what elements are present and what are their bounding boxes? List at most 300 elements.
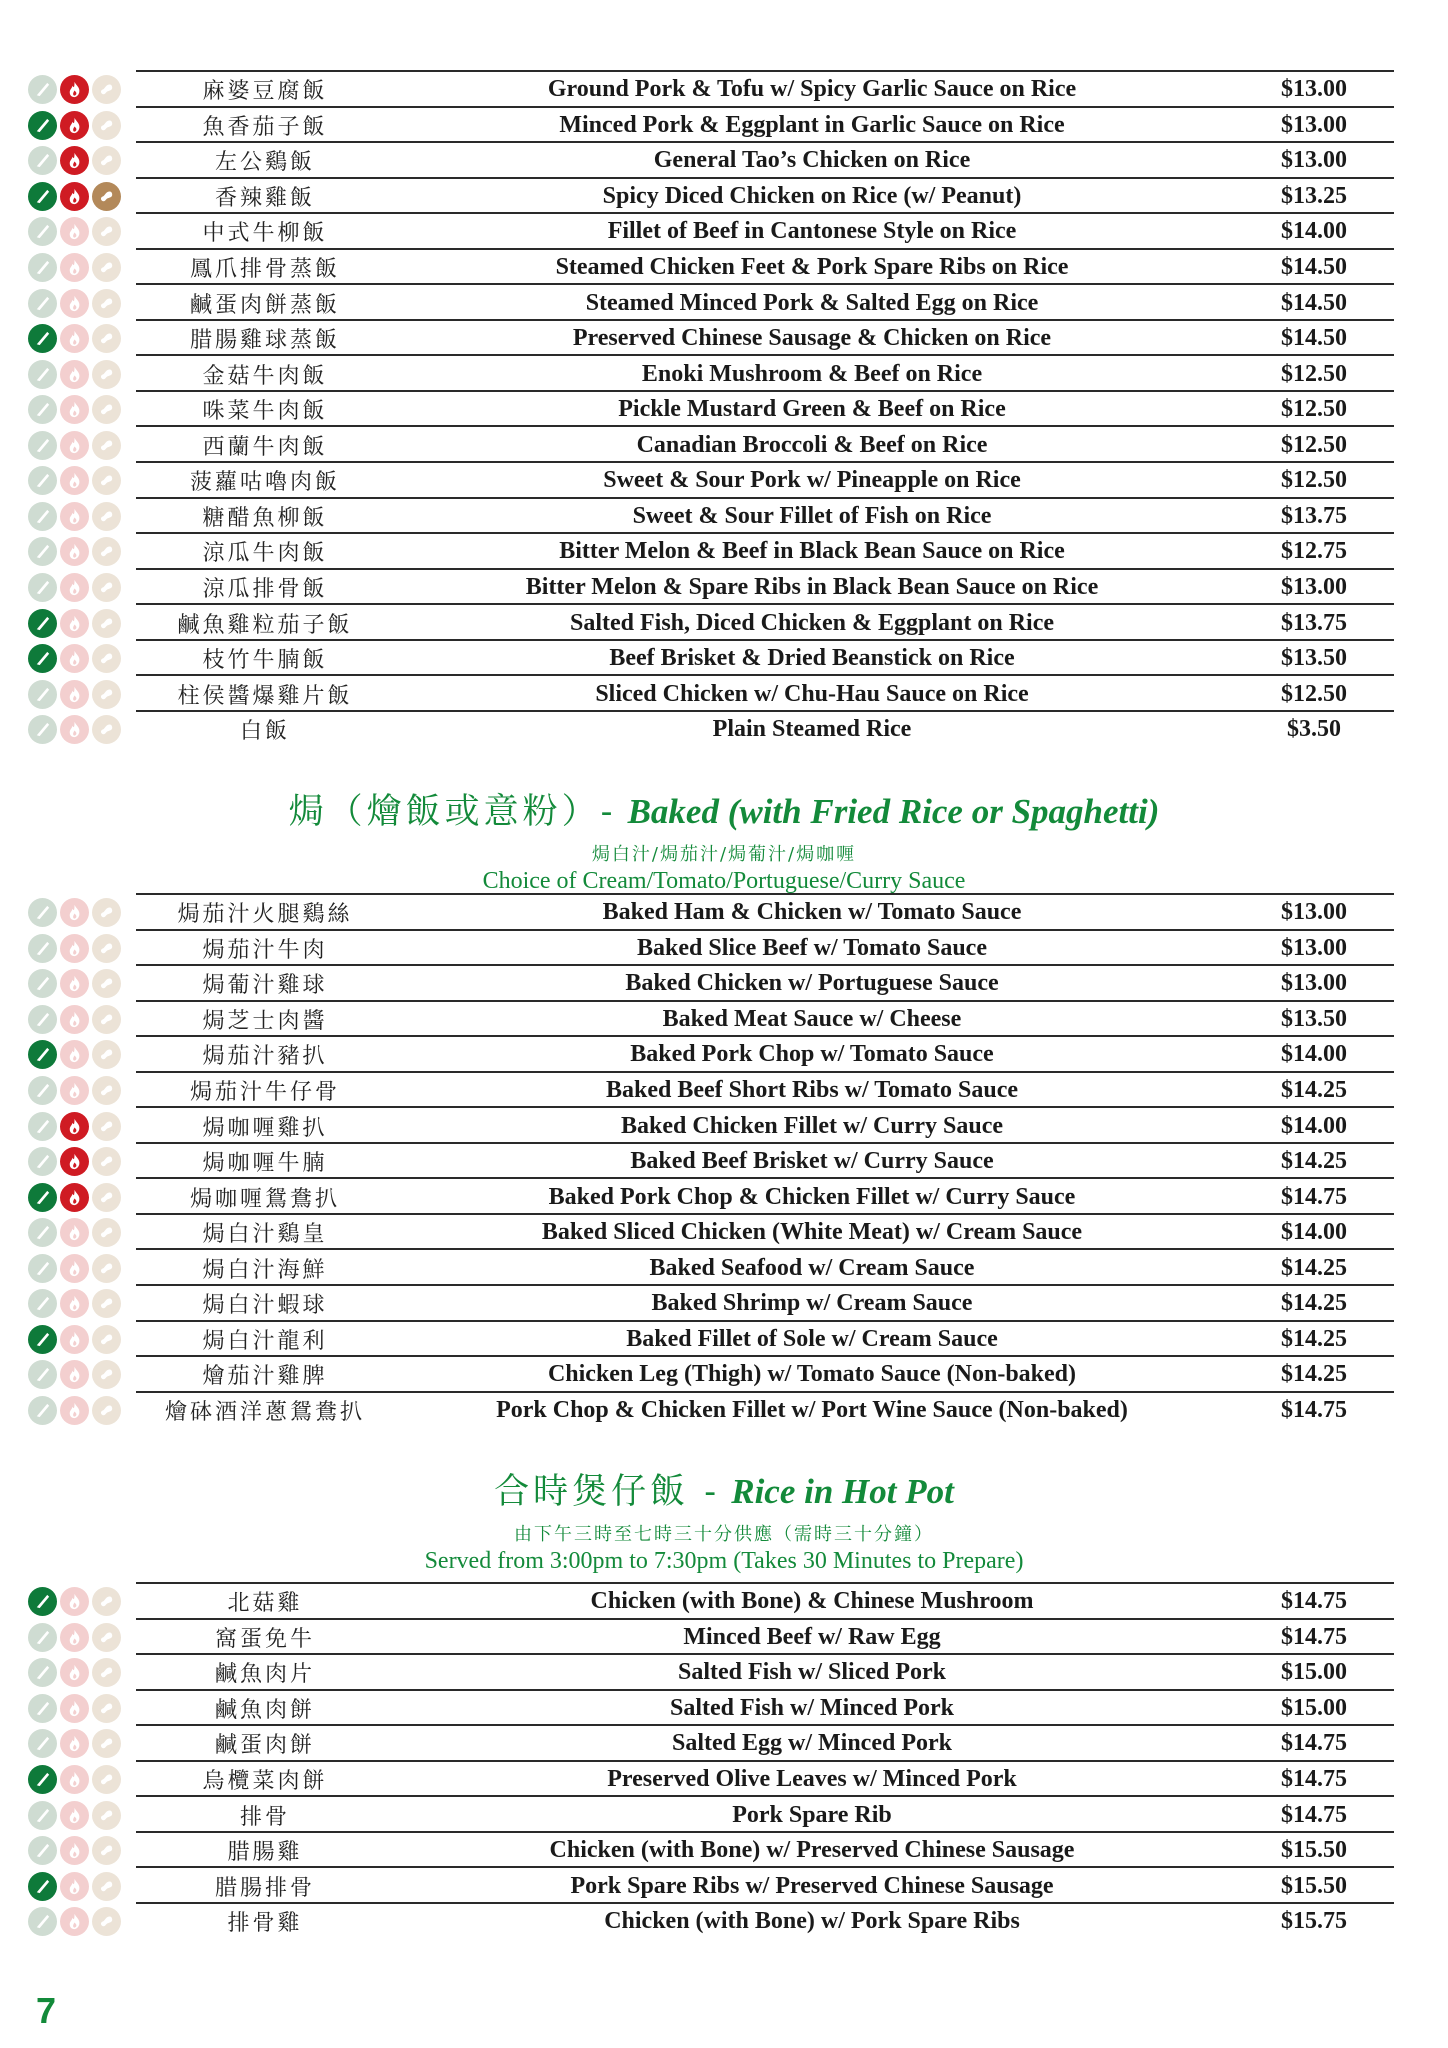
menu-item-row (24, 1393, 1394, 1429)
dietary-icons (24, 934, 140, 963)
spicy-flame-icon (60, 1005, 89, 1034)
dietary-icons (24, 1623, 140, 1652)
menu-item-row (24, 1691, 1394, 1727)
chef-knife-icon (28, 431, 57, 460)
item-name-chinese: 涼瓜排骨飯 (202, 576, 328, 602)
dietary-icons (24, 1872, 140, 1901)
item-name-chinese: 焗茄汁豬扒 (202, 1044, 328, 1070)
peanut-icon (92, 898, 121, 927)
spicy-flame-icon (60, 644, 89, 673)
menu-item-row (24, 179, 1394, 215)
menu-item-row (24, 1762, 1394, 1798)
chef-knife-icon (28, 1623, 57, 1652)
chef-knife-icon (28, 466, 57, 495)
item-name-english: Minced Beef w/ Raw Egg (683, 1623, 941, 1650)
menu-item-row (24, 143, 1394, 179)
item-name-english: Baked Seafood w/ Cream Sauce (649, 1254, 975, 1281)
menu-item-row (24, 676, 1394, 712)
item-name-english: Plain Steamed Rice (712, 716, 912, 743)
item-name-chinese: 柱侯醬爆雞片飯 (177, 683, 353, 709)
item-price: $12.50 (1281, 360, 1347, 387)
baked-section-title (0, 784, 1448, 834)
spicy-flame-icon (60, 969, 89, 998)
peanut-icon (92, 431, 121, 460)
hotpot-section-header (0, 1464, 1448, 1575)
item-name-english: Chicken (with Bone) & Chinese Mushroom (590, 1588, 1034, 1615)
menu-item-row (24, 1108, 1394, 1144)
item-name-english: Bitter Melon & Beef in Black Bean Sauce on Rice (559, 538, 1065, 565)
spicy-flame-icon (60, 1907, 89, 1936)
menu-item-row (24, 712, 1394, 748)
chef-knife-icon (28, 609, 57, 638)
item-name-chinese: 糖醋魚柳飯 (202, 505, 328, 531)
menu-item-row (24, 108, 1394, 144)
dietary-icons (24, 1289, 140, 1318)
item-name-chinese: 西蘭牛肉飯 (202, 434, 328, 460)
item-price: $13.00 (1281, 111, 1347, 138)
chef-knife-icon (28, 1218, 57, 1247)
item-name-english: Beef Brisket & Dried Beanstick on Rice (609, 645, 1015, 672)
item-name-chinese: 左公鷄飯 (214, 150, 315, 176)
menu-item-row (24, 1797, 1394, 1833)
chef-knife-icon (28, 253, 57, 282)
item-name-chinese: 焗咖喱雞扒 (202, 1115, 328, 1141)
menu-item-row (24, 1322, 1394, 1358)
chef-knife-icon (28, 1360, 57, 1389)
dietary-icons (24, 1076, 140, 1105)
spicy-flame-icon (60, 1325, 89, 1354)
menu-item-row (24, 1286, 1394, 1322)
peanut-icon (92, 466, 121, 495)
item-name-chinese: 燴砵酒洋蔥鴛鴦扒 (164, 1399, 365, 1425)
dietary-icons (24, 289, 140, 318)
section-top-rule (136, 1582, 1394, 1584)
spicy-flame-icon (60, 182, 89, 211)
peanut-icon (92, 182, 121, 211)
chef-knife-icon (28, 111, 57, 140)
item-price: $13.00 (1281, 899, 1347, 926)
item-price: $13.25 (1281, 182, 1347, 209)
spicy-flame-icon (60, 1872, 89, 1901)
dietary-icons (24, 431, 140, 460)
menu-item-row (24, 285, 1394, 321)
peanut-icon (92, 289, 121, 318)
peanut-icon (92, 1112, 121, 1141)
peanut-icon (92, 1360, 121, 1389)
item-name-chinese: 鹹魚肉餅 (214, 1697, 315, 1723)
hotpot-title-en: Rice in Hot Pot (731, 1472, 954, 1511)
peanut-icon (92, 644, 121, 673)
dietary-icons (24, 1801, 140, 1830)
menu-item-row (24, 428, 1394, 464)
item-price: $13.75 (1281, 502, 1347, 529)
dietary-icons (24, 644, 140, 673)
peanut-icon (92, 680, 121, 709)
chef-knife-icon (28, 898, 57, 927)
item-name-english: Bitter Melon & Spare Ribs in Black Bean Sauce on Rice (525, 573, 1099, 600)
peanut-icon (92, 537, 121, 566)
item-name-english: Baked Pork Chop & Chicken Fillet w/ Curry Sauce (548, 1183, 1076, 1210)
dietary-icons (24, 182, 140, 211)
dietary-icons (24, 395, 140, 424)
item-name-chinese: 焗白汁海鮮 (202, 1257, 328, 1283)
item-name-english: Pork Spare Rib (732, 1801, 892, 1828)
item-name-english: General Tao’s Chicken on Rice (653, 147, 971, 174)
dietary-icons (24, 537, 140, 566)
item-name-english: Salted Fish, Diced Chicken & Eggplant on Rice (569, 609, 1055, 636)
item-name-chinese: 焗茄汁火腿鷄絲 (177, 902, 353, 928)
dietary-icons (24, 502, 140, 531)
spicy-flame-icon (60, 111, 89, 140)
dietary-icons (24, 573, 140, 602)
menu-item-row (24, 356, 1394, 392)
menu-item-row (24, 1073, 1394, 1109)
dietary-icons (24, 466, 140, 495)
page-number: 7 (36, 1990, 57, 2031)
item-name-chinese: 排骨雞 (227, 1911, 303, 1937)
item-name-chinese: 腊腸雞 (227, 1840, 303, 1866)
item-name-english: Salted Fish w/ Sliced Pork (677, 1659, 947, 1686)
dietary-icons (24, 1112, 140, 1141)
item-price: $14.75 (1281, 1623, 1347, 1650)
peanut-icon (92, 1872, 121, 1901)
spicy-flame-icon (60, 573, 89, 602)
item-name-chinese: 鹹魚雞粒茄子飯 (177, 612, 353, 638)
menu-item-row (24, 895, 1394, 931)
item-name-chinese: 腊腸排骨 (214, 1875, 315, 1901)
chef-knife-icon (28, 1836, 57, 1865)
spicy-flame-icon (60, 1289, 89, 1318)
spicy-flame-icon (60, 934, 89, 963)
menu-item-row (24, 321, 1394, 357)
item-price: $14.50 (1281, 325, 1347, 352)
peanut-icon (92, 1729, 121, 1758)
menu-item-row (24, 931, 1394, 967)
chef-knife-icon (28, 1907, 57, 1936)
item-name-chinese: 鹹魚肉片 (214, 1662, 315, 1688)
item-name-english: Baked Ham & Chicken w/ Tomato Sauce (602, 899, 1022, 926)
peanut-icon (92, 217, 121, 246)
item-name-english: Pickle Mustard Green & Beef on Rice (618, 396, 1006, 423)
chef-knife-icon (28, 1729, 57, 1758)
item-price: $13.00 (1281, 573, 1347, 600)
menu-item-row (24, 1251, 1394, 1287)
peanut-icon (92, 1005, 121, 1034)
item-name-chinese: 焗葡汁雞球 (202, 973, 328, 999)
menu-item-row (24, 1655, 1394, 1691)
item-name-english: Baked Shrimp w/ Cream Sauce (651, 1290, 973, 1317)
spicy-flame-icon (60, 360, 89, 389)
item-name-english: Canadian Broccoli & Beef on Rice (636, 431, 988, 458)
dietary-icons (24, 1587, 140, 1616)
item-price: $15.75 (1281, 1908, 1347, 1935)
item-name-chinese: 烏欖菜肉餅 (202, 1769, 328, 1794)
spicy-flame-icon (60, 1836, 89, 1865)
item-name-chinese: 排骨 (239, 1804, 290, 1830)
item-price: $14.25 (1281, 1361, 1347, 1388)
item-name-english: Baked Beef Brisket w/ Curry Sauce (630, 1148, 994, 1175)
dietary-icons (24, 217, 140, 246)
chef-knife-icon (28, 1694, 57, 1723)
dietary-icons (24, 146, 140, 175)
item-price: $13.00 (1281, 934, 1347, 961)
item-name-english: Baked Sliced Chicken (White Meat) w/ Cream Sauce (541, 1219, 1083, 1246)
chef-knife-icon (28, 1872, 57, 1901)
peanut-icon (92, 1623, 121, 1652)
spicy-flame-icon (60, 1112, 89, 1141)
menu-item-row (24, 1002, 1394, 1038)
spicy-flame-icon (60, 1396, 89, 1425)
item-price: $14.25 (1281, 1325, 1347, 1352)
peanut-icon (92, 111, 121, 140)
item-name-english: Chicken Leg (Thigh) w/ Tomato Sauce (Non-baked) (547, 1361, 1077, 1388)
item-name-english: Fillet of Beef in Cantonese Style on Rice (607, 218, 1017, 245)
menu-item-row (24, 1868, 1394, 1904)
spicy-flame-icon (60, 466, 89, 495)
item-name-chinese: 金菇牛肉飯 (202, 363, 328, 389)
peanut-icon (92, 1765, 121, 1794)
item-price: $14.50 (1281, 289, 1347, 316)
peanut-icon (92, 324, 121, 353)
peanut-icon (92, 969, 121, 998)
peanut-icon (92, 146, 121, 175)
item-price: $3.50 (1287, 716, 1341, 743)
item-name-chinese: 焗咖喱牛腩 (202, 1151, 328, 1177)
peanut-icon (92, 253, 121, 282)
item-name-chinese: 焗咖喱鴛鴦扒 (189, 1186, 340, 1212)
item-price: $13.00 (1281, 970, 1347, 997)
chef-knife-icon (28, 75, 57, 104)
dietary-icons (24, 360, 140, 389)
item-name-english: Baked Meat Sauce w/ Cheese (662, 1005, 962, 1032)
item-name-english: Baked Chicken w/ Portuguese Sauce (625, 970, 999, 997)
chef-knife-icon (28, 1658, 57, 1687)
spicy-flame-icon (60, 898, 89, 927)
peanut-icon (92, 715, 121, 744)
dietary-icons (24, 324, 140, 353)
chef-knife-icon (28, 1801, 57, 1830)
dietary-icons (24, 1040, 140, 1069)
item-name-english: Steamed Chicken Feet & Pork Spare Ribs on Rice (555, 254, 1069, 280)
spicy-flame-icon (60, 253, 89, 282)
chef-knife-icon (28, 395, 57, 424)
spicy-flame-icon (60, 289, 89, 318)
item-name-chinese: 鹹蛋肉餅蒸飯 (189, 292, 340, 318)
chef-knife-icon (28, 573, 57, 602)
peanut-icon (92, 1254, 121, 1283)
dietary-icons (24, 1694, 140, 1723)
peanut-icon (92, 1694, 121, 1723)
item-price: $12.50 (1281, 467, 1347, 494)
item-price: $14.75 (1281, 1801, 1347, 1828)
item-name-english: Enoki Mushroom & Beef on Rice (641, 360, 983, 387)
item-price: $15.50 (1281, 1872, 1347, 1899)
dietary-icons (24, 609, 140, 638)
dietary-icons (24, 680, 140, 709)
item-name-chinese: 咮菜牛肉飯 (202, 399, 328, 425)
chef-knife-icon (28, 1005, 57, 1034)
item-price: $15.00 (1281, 1694, 1347, 1721)
spicy-flame-icon (60, 1658, 89, 1687)
item-price: $14.75 (1281, 1588, 1347, 1615)
item-name-chinese: 涼瓜牛肉飯 (202, 541, 328, 567)
dietary-icons (24, 111, 140, 140)
chef-knife-icon (28, 502, 57, 531)
item-name-chinese: 焗白汁鷄皇 (202, 1222, 328, 1248)
peanut-icon (92, 1658, 121, 1687)
item-name-english: Sweet & Sour Fillet of Fish on Rice (632, 502, 992, 529)
chef-knife-icon (28, 1587, 57, 1616)
dietary-icons (24, 1254, 140, 1283)
item-name-english: Preserved Olive Leaves w/ Minced Pork (607, 1766, 1017, 1792)
peanut-icon (92, 1325, 121, 1354)
peanut-icon (92, 360, 121, 389)
menu-item-row (24, 1726, 1394, 1762)
item-name-chinese: 焗白汁龍利 (202, 1328, 328, 1354)
hotpot-title-cn: 合時煲仔飯 - (494, 1472, 721, 1512)
menu-item-row (24, 605, 1394, 641)
menu-item-row (24, 1179, 1394, 1215)
item-price: $14.50 (1281, 254, 1347, 280)
spicy-flame-icon (60, 1254, 89, 1283)
item-name-english: Salted Egg w/ Minced Pork (672, 1730, 952, 1757)
menu-item-row (24, 1215, 1394, 1251)
chef-knife-icon (28, 324, 57, 353)
item-price: $14.75 (1281, 1396, 1347, 1423)
peanut-icon (92, 1076, 121, 1105)
menu-item-row (24, 72, 1394, 108)
item-name-english: Chicken (with Bone) w/ Pork Spare Ribs (604, 1908, 1020, 1935)
spicy-flame-icon (60, 1360, 89, 1389)
item-name-chinese: 焗白汁蝦球 (202, 1293, 328, 1319)
item-name-english: Baked Beef Short Ribs w/ Tomato Sauce (605, 1077, 1019, 1103)
chef-knife-icon (28, 680, 57, 709)
peanut-icon (92, 395, 121, 424)
peanut-icon (92, 1147, 121, 1176)
spicy-flame-icon (60, 1765, 89, 1794)
item-price: $12.50 (1281, 396, 1347, 423)
item-price: $14.00 (1281, 1219, 1347, 1246)
menu-item-row (24, 214, 1394, 250)
spicy-flame-icon (60, 431, 89, 460)
spicy-flame-icon (60, 1218, 89, 1247)
item-name-chinese: 白飯 (239, 719, 290, 745)
item-name-chinese: 中式牛柳飯 (202, 221, 328, 247)
chef-knife-icon (28, 934, 57, 963)
spicy-flame-icon (60, 1040, 89, 1069)
item-name-english: Chicken (with Bone) w/ Preserved Chinese Sausage (549, 1837, 1075, 1864)
spicy-flame-icon (60, 1076, 89, 1105)
dietary-icons (24, 898, 140, 927)
item-price: $13.75 (1281, 609, 1347, 636)
chef-knife-icon (28, 1040, 57, 1069)
dietary-icons (24, 1907, 140, 1936)
dietary-icons (24, 253, 140, 282)
spicy-flame-icon (60, 146, 89, 175)
menu-item-row (24, 641, 1394, 677)
item-name-english: Minced Pork & Eggplant in Garlic Sauce on Rice (559, 111, 1065, 138)
spicy-flame-icon (60, 1801, 89, 1830)
item-name-english: Baked Fillet of Sole w/ Cream Sauce (626, 1325, 998, 1352)
chef-knife-icon (28, 1076, 57, 1105)
peanut-icon (92, 1836, 121, 1865)
item-name-english: Baked Chicken Fillet w/ Curry Sauce (621, 1112, 1003, 1139)
spicy-flame-icon (60, 1587, 89, 1616)
dietary-icons (24, 1729, 140, 1758)
item-name-english: Steamed Minced Pork & Salted Egg on Rice (585, 289, 1039, 316)
item-price: $13.50 (1281, 645, 1347, 672)
item-price: $14.00 (1281, 1112, 1347, 1139)
item-name-chinese: 窩蛋免牛 (214, 1626, 315, 1652)
menu-item-row (24, 250, 1394, 286)
hotpot-section-title (0, 1464, 1448, 1514)
chef-knife-icon (28, 969, 57, 998)
dietary-icons (24, 1147, 140, 1176)
item-name-english: Salted Fish w/ Minced Pork (669, 1694, 954, 1721)
dietary-icons (24, 969, 140, 998)
baked-section-header (0, 784, 1448, 895)
item-name-chinese: 麻婆豆腐飯 (202, 79, 328, 105)
chef-knife-icon (28, 217, 57, 246)
item-name-chinese: 腊腸雞球蒸飯 (189, 328, 340, 354)
item-name-chinese: 焗茄汁牛仔骨 (189, 1080, 340, 1105)
chef-knife-icon (28, 289, 57, 318)
dietary-icons (24, 1183, 140, 1212)
chef-knife-icon (28, 1396, 57, 1425)
dietary-icons (24, 1005, 140, 1034)
item-name-chinese: 菠蘿咕嚕肉飯 (189, 470, 340, 496)
dietary-icons (24, 715, 140, 744)
chef-knife-icon (28, 146, 57, 175)
chef-knife-icon (28, 1183, 57, 1212)
spicy-flame-icon (60, 75, 89, 104)
hotpot-note-cn: 由下午三時至七時三十分供應（需時三十分鐘） (514, 1524, 934, 1545)
spicy-flame-icon (60, 1694, 89, 1723)
chef-knife-icon (28, 715, 57, 744)
peanut-icon (92, 1289, 121, 1318)
item-price: $14.25 (1281, 1254, 1347, 1281)
chef-knife-icon (28, 1147, 57, 1176)
menu-item-row (24, 1144, 1394, 1180)
menu-item-row (24, 499, 1394, 535)
dietary-icons (24, 1218, 140, 1247)
dietary-icons (24, 1360, 140, 1389)
item-name-chinese: 鹹蛋肉餅 (214, 1733, 315, 1759)
item-price: $14.25 (1281, 1077, 1347, 1103)
item-name-chinese: 魚香茄子飯 (202, 114, 328, 140)
item-name-chinese: 焗芝士肉醬 (202, 1008, 328, 1034)
peanut-icon (92, 1040, 121, 1069)
menu-item-row (24, 570, 1394, 606)
peanut-icon (92, 1218, 121, 1247)
spicy-flame-icon (60, 1183, 89, 1212)
peanut-icon (92, 1396, 121, 1425)
item-name-chinese: 香辣雞飯 (214, 185, 315, 211)
menu-item-row (24, 1833, 1394, 1869)
dietary-icons (24, 75, 140, 104)
chef-knife-icon (28, 1112, 57, 1141)
peanut-icon (92, 573, 121, 602)
item-price: $14.00 (1281, 218, 1347, 245)
chef-knife-icon (28, 644, 57, 673)
item-name-english: Pork Spare Ribs w/ Preserved Chinese Sausage (570, 1872, 1054, 1899)
menu-item-row (24, 966, 1394, 1002)
peanut-icon (92, 1183, 121, 1212)
spicy-flame-icon (60, 217, 89, 246)
item-price: $14.75 (1281, 1183, 1347, 1210)
peanut-icon (92, 75, 121, 104)
baked-title-cn: 焗（燴飯或意粉）- (288, 792, 617, 832)
